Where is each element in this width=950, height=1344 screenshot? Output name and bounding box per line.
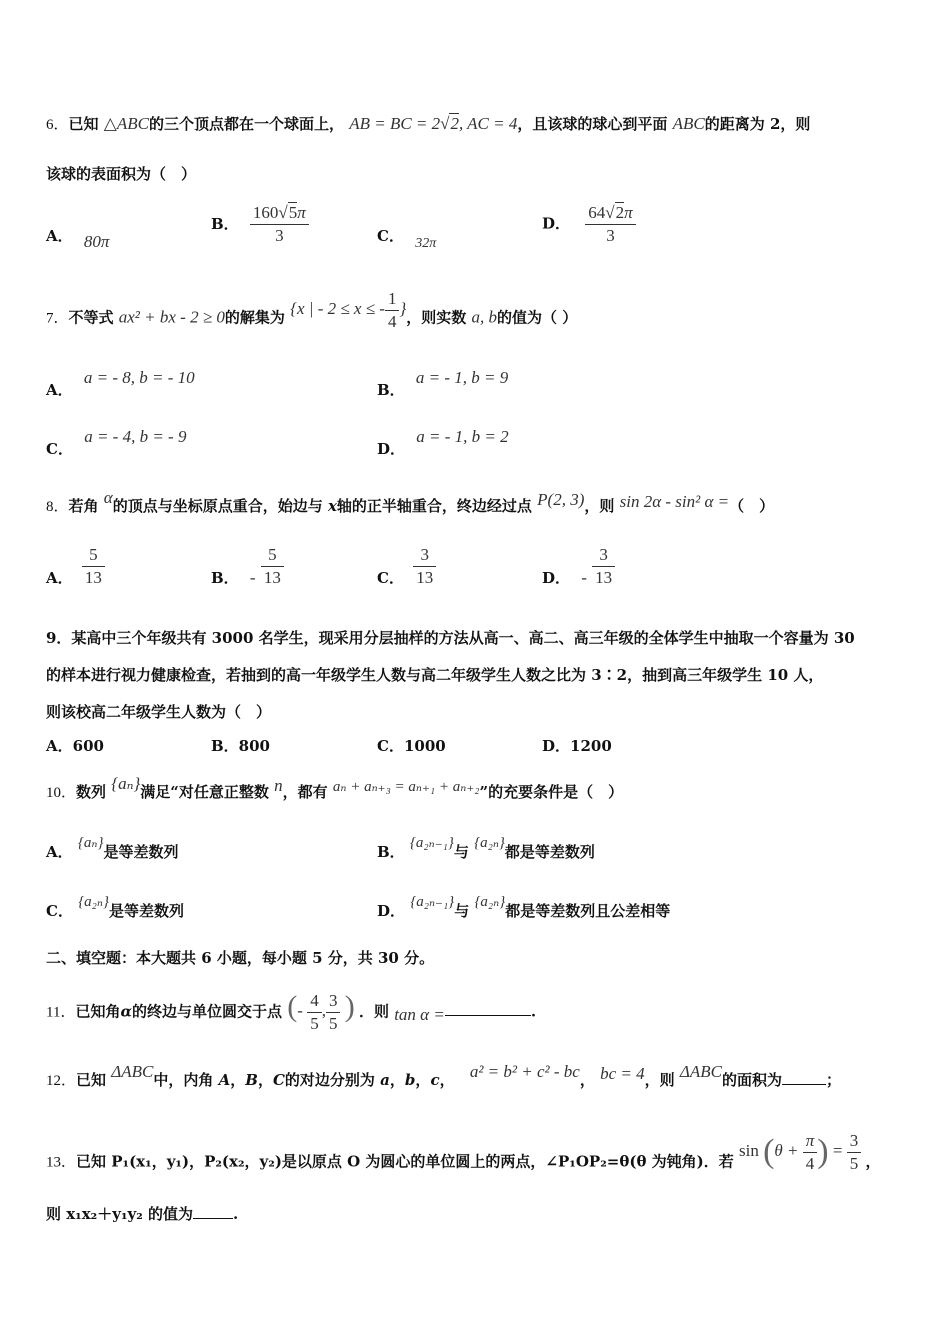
q8-option-c[interactable]: C． $\frac{3}{13}$ [377, 544, 436, 589]
q11-number: 11． [46, 1004, 76, 1021]
q13-answer-blank[interactable] [193, 1204, 233, 1219]
q8-option-d[interactable]: D． - $\frac{3}{13}$ [542, 544, 615, 589]
q9-option-c[interactable]: C．1000 [377, 737, 446, 755]
q10-condition: aₙ + aₙ₊₃ = aₙ₊₁ + aₙ₊₂ [332, 779, 480, 795]
q10-sequence: {aₙ} [111, 774, 141, 793]
q6-option-b[interactable]: B． $\frac{160√5\pi}{3}$ [211, 202, 309, 247]
q12-answer-blank[interactable] [782, 1070, 826, 1085]
q8-point: P(2, 3) [537, 490, 585, 509]
q7-inequality: ax² + bx - 2 ≥ 0 [118, 307, 225, 327]
q9-option-d[interactable]: D．1200 [542, 737, 612, 755]
q9-stem-line3: 则该校高二年级学生人数为（ ） [46, 703, 272, 721]
section-heading: 二、填空题：本大题共 6 小题，每小题 5 分，共 30 分。 [46, 949, 435, 967]
q10-option-b[interactable]: B． {a₂ₙ₋₁}与 {a₂ₙ}都是等差数列 [377, 835, 595, 861]
q6-text: 已知 [68, 115, 99, 133]
q6-option-c[interactable]: C． 32π [377, 227, 437, 251]
q6-plane: ABC [672, 114, 705, 133]
q8-alpha: α [103, 488, 113, 507]
q13-condition: sin (θ + $\frac{\pi}{4}$ ) = $\frac{3}{5}$ [739, 1141, 865, 1160]
q8-expression: sin 2α - sin² α = [619, 492, 730, 511]
q7-option-c[interactable]: C． a = - 4, b = - 9 [46, 427, 187, 458]
q6-text: 的三个顶点都在一个球面上， [148, 115, 344, 133]
q7-option-a[interactable]: A． a = - 8, b = - 10 [46, 368, 195, 399]
q7-solution-set: {x | - 2 ≤ x ≤ - $\frac{1}{4}$ } [290, 289, 407, 331]
q11-point: (- $\frac{4}{5}$ , $\frac{3}{5}$ ) [287, 990, 355, 1033]
q10-option-c[interactable]: C． {a₂ₙ}是等差数列 [46, 894, 184, 920]
q13-number: 13． [46, 1154, 77, 1171]
q8-option-a[interactable]: A． $\frac{5}{13}$ [46, 544, 105, 589]
q6-text: 的距离为 2，则 [704, 115, 811, 133]
q10-n: n [274, 776, 283, 795]
q7-stem: 7．不等式 ax² + bx - 2 ≥ 0的解集为 {x | - 2 ≤ x ≤ - $\frac{1}{4}$ }，则实数 a, b的值为（ ） [46, 289, 578, 331]
q8-stem: 8．若角 α的顶点与坐标原点重合，始边与 x轴的正半轴重合，终边经过点 P(2, 3)，则 sin 2α - sin² α =（ ） [46, 488, 775, 515]
q12-number: 12． [46, 1073, 77, 1089]
q9-option-a[interactable]: A．600 [46, 737, 104, 755]
q9-stem-line2: 的样本进行视力健康检查，若抽到的高一年级学生人数与高二年级学生人数之比为 3∶2，抽到高三年级学生 10 人， [46, 666, 824, 684]
q6-stem-line2: 该球的表面积为（ ） [46, 165, 197, 183]
q6-number: 6． [46, 117, 69, 133]
q6-option-d[interactable]: D． $\frac{64√2\pi}{3}$ [542, 202, 636, 247]
q7-option-d[interactable]: D． a = - 1, b = 2 [377, 427, 509, 458]
q11-tan: tan α = [394, 1005, 445, 1025]
q6-option-a[interactable]: A． 80π [46, 227, 110, 251]
q7-option-b[interactable]: B． a = - 1, b = 9 [377, 368, 509, 399]
q13-stem-line1: 13．已知 P₁(x₁，y₁)，P₂(x₂，y₂)是以原点 O 为圆心的单位圆上的两点，∠P₁OP₂=θ(θ 为钝角)．若 sin (θ + $\frac{\pi}{4}$ ) = $\frac{3}{5}$ ， [46, 1131, 881, 1173]
q11-stem: 11．已知角α的终边与单位圆交于点 (- $\frac{4}{5}$ , $\frac{3}{5}$ ) ．则 tan α = . [46, 990, 537, 1033]
q8-x: x [327, 497, 337, 515]
q6-triangle: △ABC [103, 114, 149, 133]
q8-number: 8． [46, 499, 69, 515]
q11-answer-blank[interactable] [445, 1001, 531, 1016]
q13-stem-line2: 则 x₁x₂＋y₁y₂ 的值为 . [46, 1205, 239, 1223]
q12-stem: 12．已知 ΔABC中，内角 A，B，C的对边分别为 a，b，c， a² = b² + c² - bc， bc = 4，则 ΔABC的面积为 ； [46, 1062, 841, 1089]
q6-stem-line1 [46, 114, 810, 135]
q9-stem-line1: 9．某高中三个年级共有 3000 名学生，现采用分层抽样的方法从高一、高二、高三年级的全体学生中抽取一个容量为 30 [46, 629, 855, 647]
q7-vars: a, b [471, 307, 498, 327]
q10-stem: 10．数列 {aₙ}满足“对任意正整数 n，都有 aₙ + aₙ₊₃ = aₙ₊₁ + aₙ₊₂”的充要条件是（ ） [46, 774, 624, 801]
q8-option-b[interactable]: B． - $\frac{5}{13}$ [211, 544, 284, 589]
q10-option-a[interactable]: A． {aₙ}是等差数列 [46, 835, 179, 861]
q10-number: 10． [46, 785, 77, 801]
q9-option-b[interactable]: B．800 [211, 737, 270, 755]
q7-number: 7． [46, 310, 69, 327]
q6-text: ，且该球的球心到平面 [517, 115, 668, 133]
q10-option-d[interactable]: D． {a₂ₙ₋₁}与 {a₂ₙ}都是等差数列且公差相等 [377, 894, 671, 920]
q6-lengths: AB = BC = 2√2, AC = 4 [349, 114, 518, 133]
